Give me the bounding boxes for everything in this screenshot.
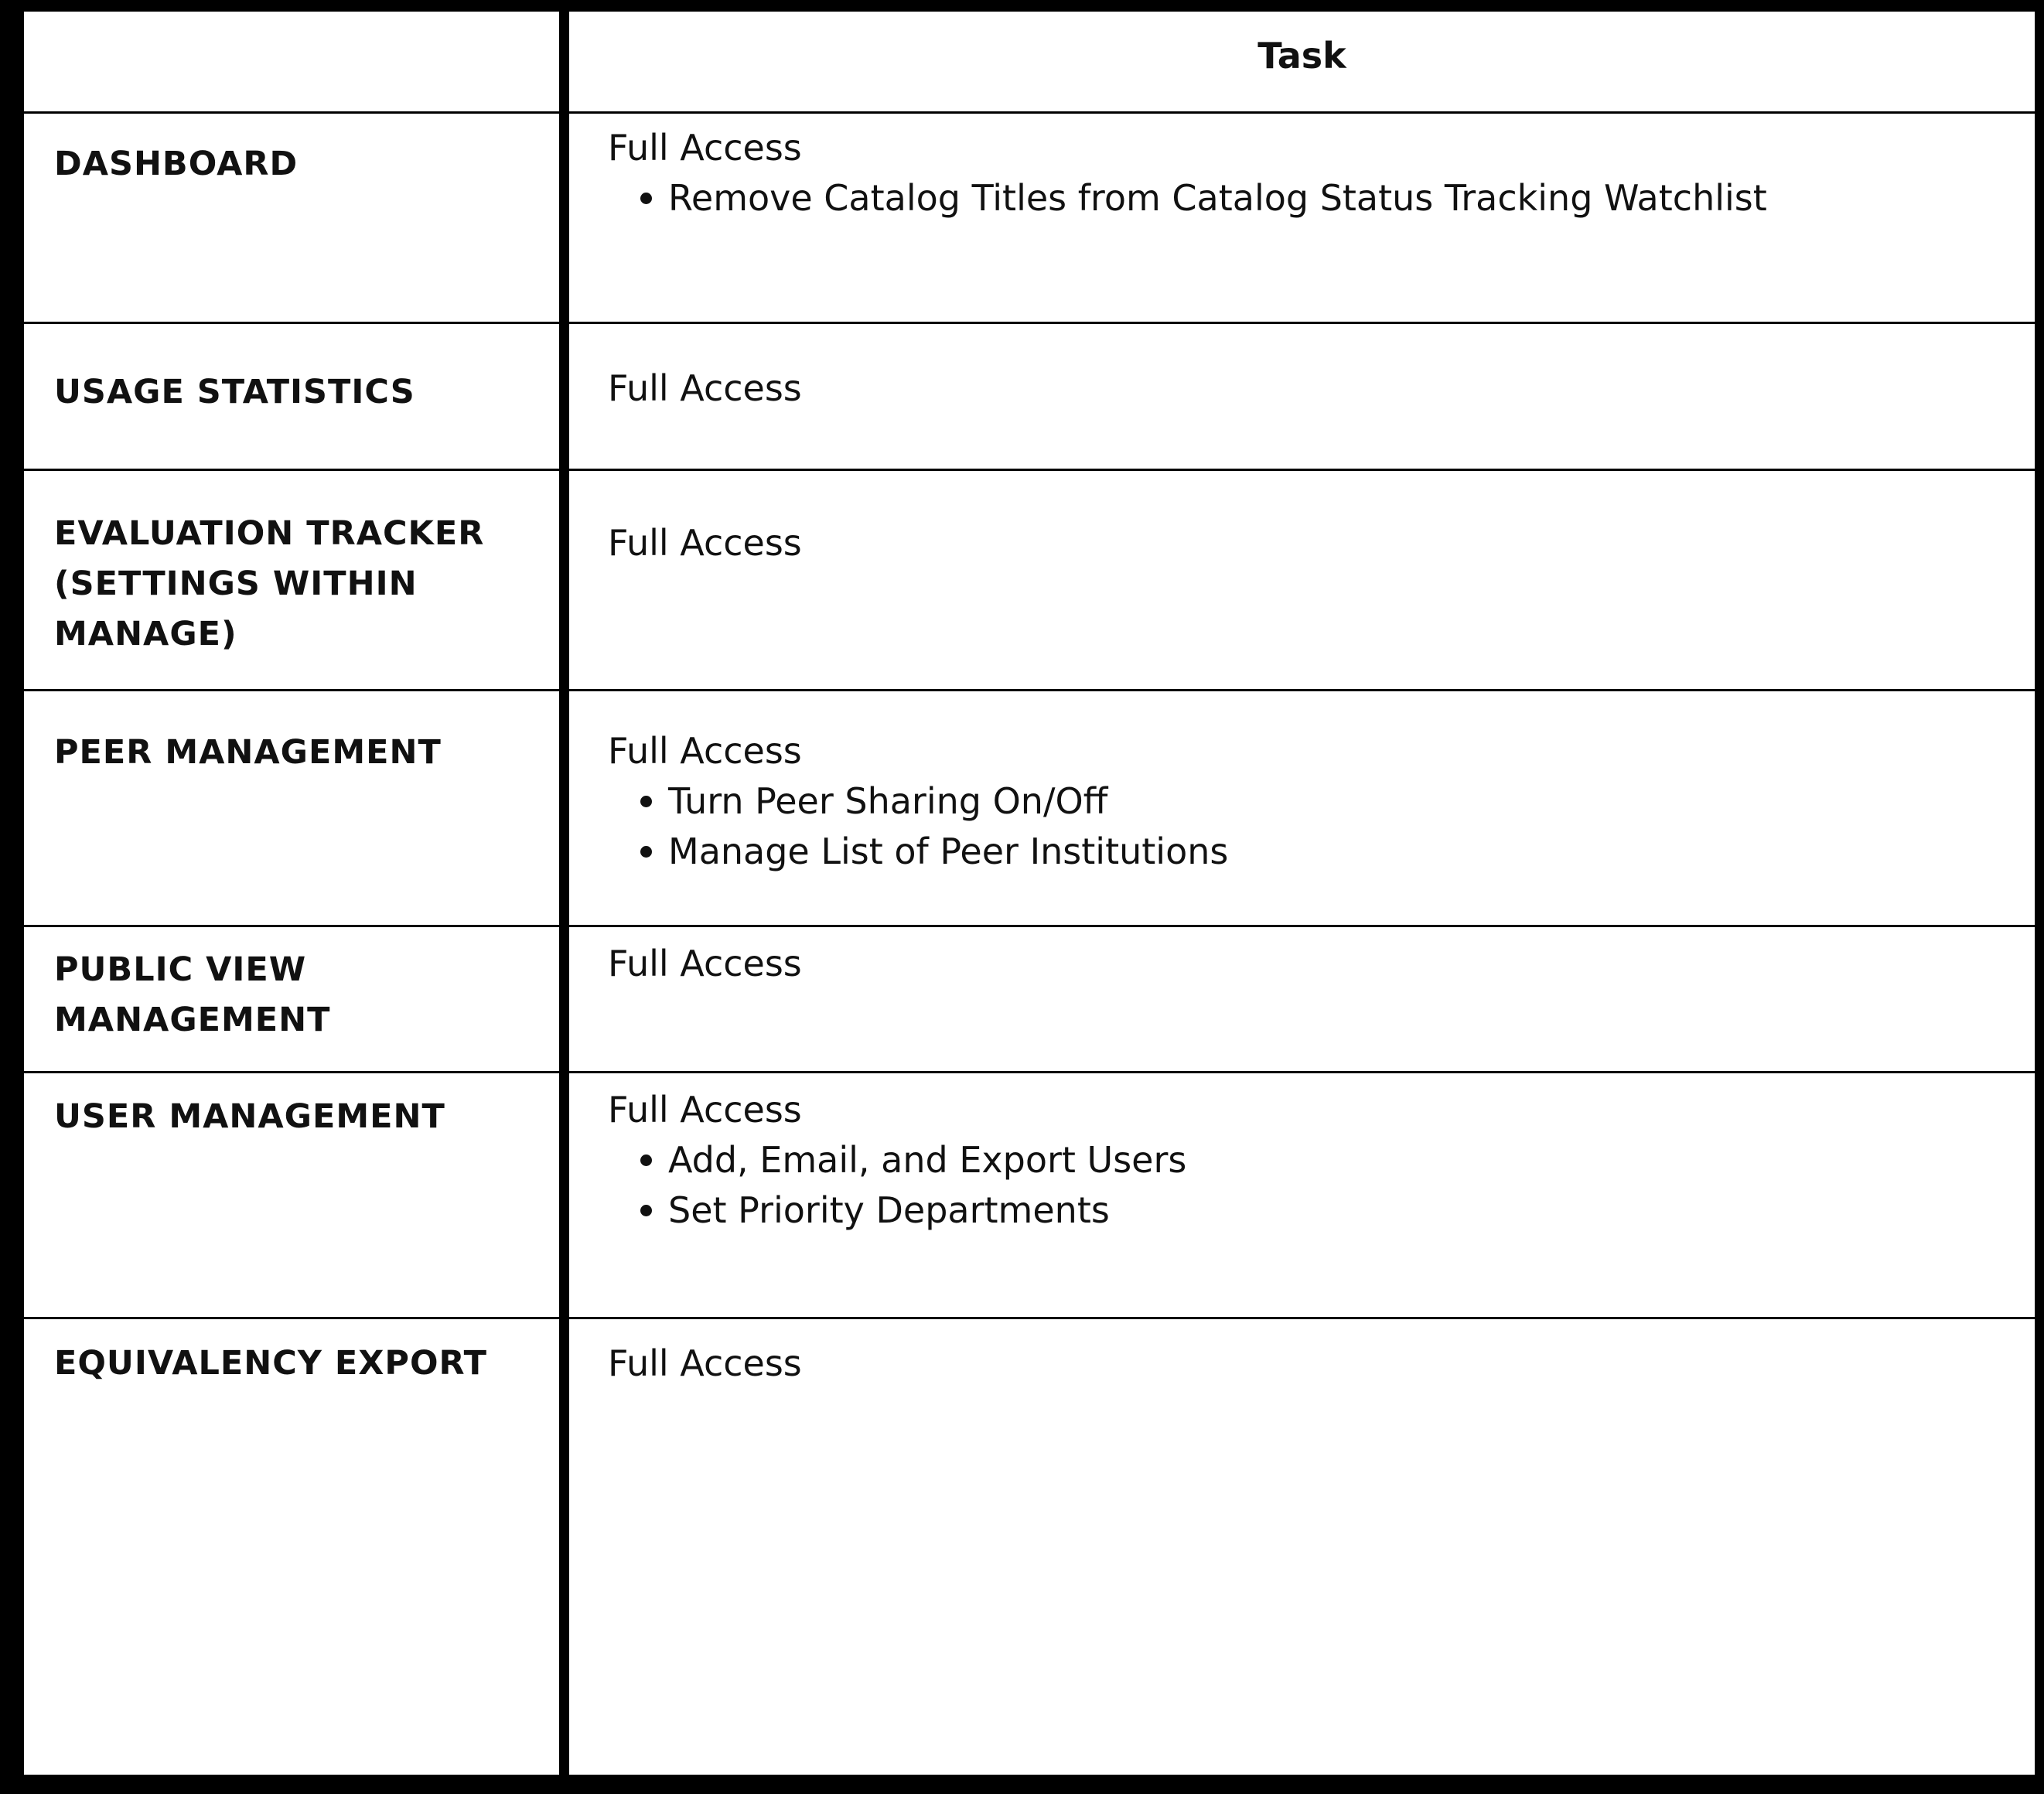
row-task-public-view-management <box>608 939 2015 989</box>
row-label-evaluation-tracker: EVALUATION TRACKER (SETTINGS WITHIN MANAGE) <box>54 514 485 653</box>
row-task-user-management <box>608 1085 2015 1236</box>
row-divider <box>24 111 2035 114</box>
row-label-public-view-management: PUBLIC VIEW MANAGEMENT <box>54 950 331 1039</box>
row-task-dashboard <box>608 123 2015 223</box>
bullet-list <box>608 173 2015 223</box>
row-divider <box>24 689 2035 691</box>
list-item: Remove Catalog Titles from Catalog Status Tracking Watchlist <box>668 173 2015 223</box>
row-divider <box>24 322 2035 324</box>
access-text: Full Access <box>608 1342 802 1384</box>
row-label-dashboard: DASHBOARD <box>54 145 299 183</box>
column-divider <box>559 0 569 1794</box>
row-task-peer-management <box>608 726 2015 877</box>
list-item: Set Priority Departments <box>668 1185 2015 1236</box>
access-text: Full Access <box>608 943 802 984</box>
access-text: Full Access <box>608 127 802 169</box>
access-text: Full Access <box>608 367 802 409</box>
list-item: Add, Email, and Export Users <box>668 1135 2015 1185</box>
column-header-task: Task <box>1257 35 1346 77</box>
row-task-equivalency-export <box>608 1339 2015 1389</box>
row-label-usage-statistics: USAGE STATISTICS <box>54 373 415 411</box>
row-task-usage-statistics <box>608 363 2015 414</box>
row-label-peer-management: PEER MANAGEMENT <box>54 733 442 772</box>
row-label-user-management: USER MANAGEMENT <box>54 1097 445 1136</box>
list-item: Manage List of Peer Institutions <box>668 827 2015 877</box>
row-task-evaluation-tracker <box>608 518 2015 568</box>
row-divider <box>24 1317 2035 1319</box>
list-item: Turn Peer Sharing On/Off <box>668 776 2015 827</box>
access-text: Full Access <box>608 730 802 772</box>
access-text: Full Access <box>608 522 802 564</box>
bullet-list <box>608 776 2015 877</box>
row-divider <box>24 1071 2035 1073</box>
row-label-equivalency-export: EQUIVALENCY EXPORT <box>54 1344 488 1383</box>
row-divider <box>24 925 2035 927</box>
row-divider <box>24 469 2035 471</box>
access-text: Full Access <box>608 1089 802 1131</box>
bullet-list <box>608 1135 2015 1236</box>
